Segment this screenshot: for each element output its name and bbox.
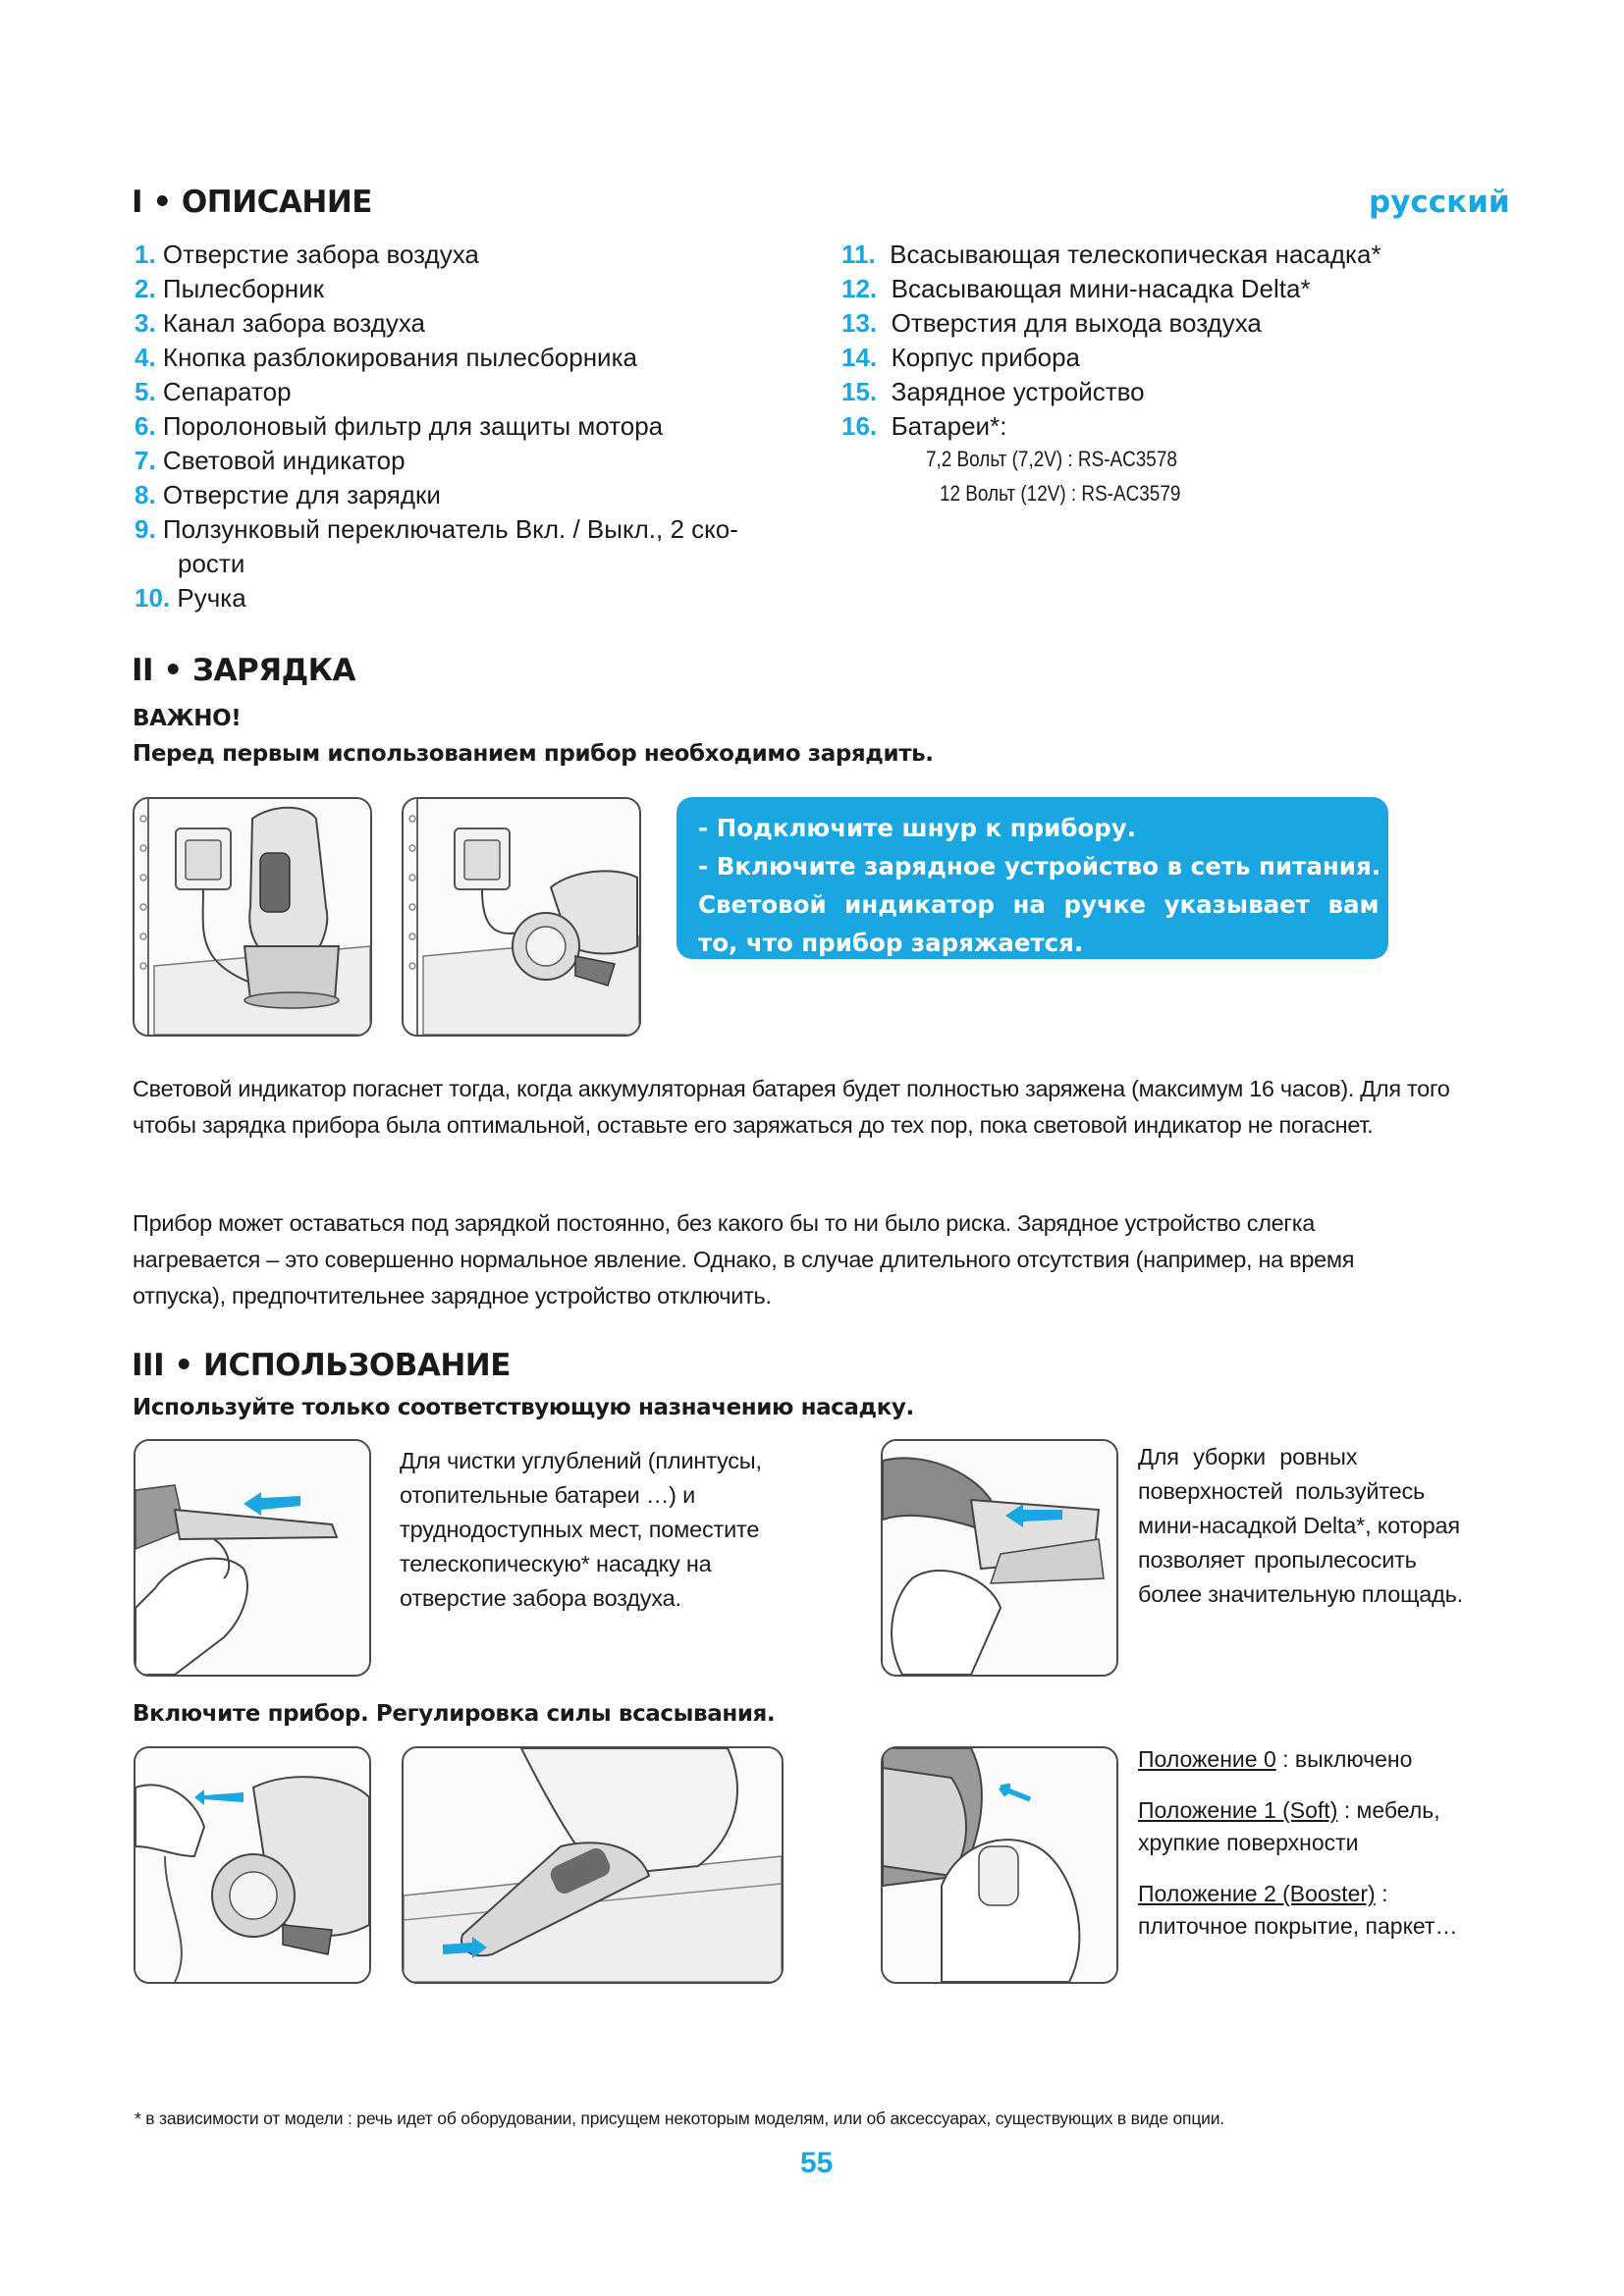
battery-line: 12 Вольт (12V) : RS-AC3579 xyxy=(940,481,1181,506)
position-0: Положение 0 : выключено xyxy=(1138,1746,1413,1772)
charging-paragraph-2: Прибор может оставаться под зарядкой постоянно, без какого бы то ни было риска. Зарядное устройство слегка нагревается – это совершенно нормальное явление. Однако, в случае длительного отсутствия (например, на время отпуска), предпочтительнее зарядное устройство отключить. xyxy=(133,1210,1355,1308)
battery-line: 7,2 Вольт (7,2V) : RS-AC3578 xyxy=(926,447,1177,471)
list-item: 4. Кнопка разблокирования пылесборника xyxy=(135,343,637,372)
delta-nozzle-illustration xyxy=(881,1439,1118,1677)
section1-title: I • ОПИСАНИЕ xyxy=(132,185,372,220)
charging-paragraph-1: Световой индикатор погаснет тогда, когда аккумуляторная батарея будет полностью заряжена (максимум 16 часов). Для того чтобы зарядка прибора была оптимальной, оставьте его заряжаться до тех пор, пока световой индикатор не погаснет. xyxy=(133,1076,1450,1138)
position-2: Положение 2 (Booster) : плиточное покрытие, паркет… xyxy=(1138,1881,1458,1939)
important-text: Перед первым использованием прибор необходимо зарядить. xyxy=(133,741,934,767)
list-item: 9. Ползунковый переключатель Вкл. / Выкл., 2 ско- xyxy=(135,514,738,544)
list-item: 13. Отверстия для выхода воздуха xyxy=(841,308,1262,338)
charging-illustration-1 xyxy=(133,797,372,1037)
important-label: ВАЖНО! xyxy=(133,706,242,731)
telescopic-nozzle-illustration xyxy=(134,1439,371,1677)
list-item: 12. Всасывающая мини-насадка Delta* xyxy=(841,274,1311,303)
list-item: 1. Отверстие забора воздуха xyxy=(135,240,479,269)
vacuuming-illustration xyxy=(402,1746,784,1984)
list-item: 5. Сепаратор xyxy=(135,377,292,406)
charging-instructions-callout: - Подключите шнур к прибору. - Включите зарядное устройство в сеть питания. Световой индикатор на ручке указывает вам на то, что прибор заряжается. xyxy=(677,797,1388,959)
list-item: 6. Поролоновый фильтр для защиты мотора xyxy=(135,411,664,441)
section3-subtitle: Используйте только соответствующую назначению насадку. xyxy=(133,1395,914,1420)
list-item-continuation: рости xyxy=(178,549,245,578)
delta-nozzle-description: Для уборки ровных поверхностей пользуйтесь мини-насадкой Delta*, которая позволяет пропылесосить более значительную площадь. xyxy=(1138,1444,1463,1607)
language-label: русский xyxy=(1369,185,1510,220)
section3-title: III • ИСПОЛЬЗОВАНИЕ xyxy=(132,1348,511,1383)
telescopic-nozzle-description: Для чистки углублений (плинтусы, отопительные батареи …) и труднодоступных мест, поместите телескопическую* насадку на отверстие забора воздуха. xyxy=(400,1448,762,1611)
section2-title: II • ЗАРЯДКА xyxy=(132,653,356,688)
list-item: 3. Канал забора воздуха xyxy=(135,308,425,338)
list-item: 7. Световой индикатор xyxy=(135,446,406,475)
list-item: 11. Всасывающая телескопическая насадка* xyxy=(841,240,1381,269)
position-1: Положение 1 (Soft) : мебель, хрупкие поверхности xyxy=(1138,1797,1440,1855)
footnote: * в зависимости от модели : речь идет об оборудовании, присущем некоторым моделям, или об аксессуарах, существующих в виде опции. xyxy=(135,2109,1224,2128)
list-item: 16. Батареи*: xyxy=(841,411,1007,441)
switch-on-illustration xyxy=(134,1746,371,1984)
list-item: 14. Корпус прибора xyxy=(841,343,1081,372)
list-item: 2. Пылесборник xyxy=(135,274,324,303)
description-list-left xyxy=(135,238,738,615)
description-list-right xyxy=(841,238,1381,444)
list-item: 8. Отверстие для зарядки xyxy=(135,480,441,509)
page-number: 55 xyxy=(800,2147,834,2179)
section3-subtitle-2: Включите прибор. Регулировка силы всасывания. xyxy=(133,1701,776,1727)
charging-illustration-2 xyxy=(402,797,641,1037)
list-item: 15. Зарядное устройство xyxy=(841,377,1145,406)
power-switch-illustration xyxy=(881,1746,1118,1984)
list-item: 10. Ручка xyxy=(135,583,246,613)
